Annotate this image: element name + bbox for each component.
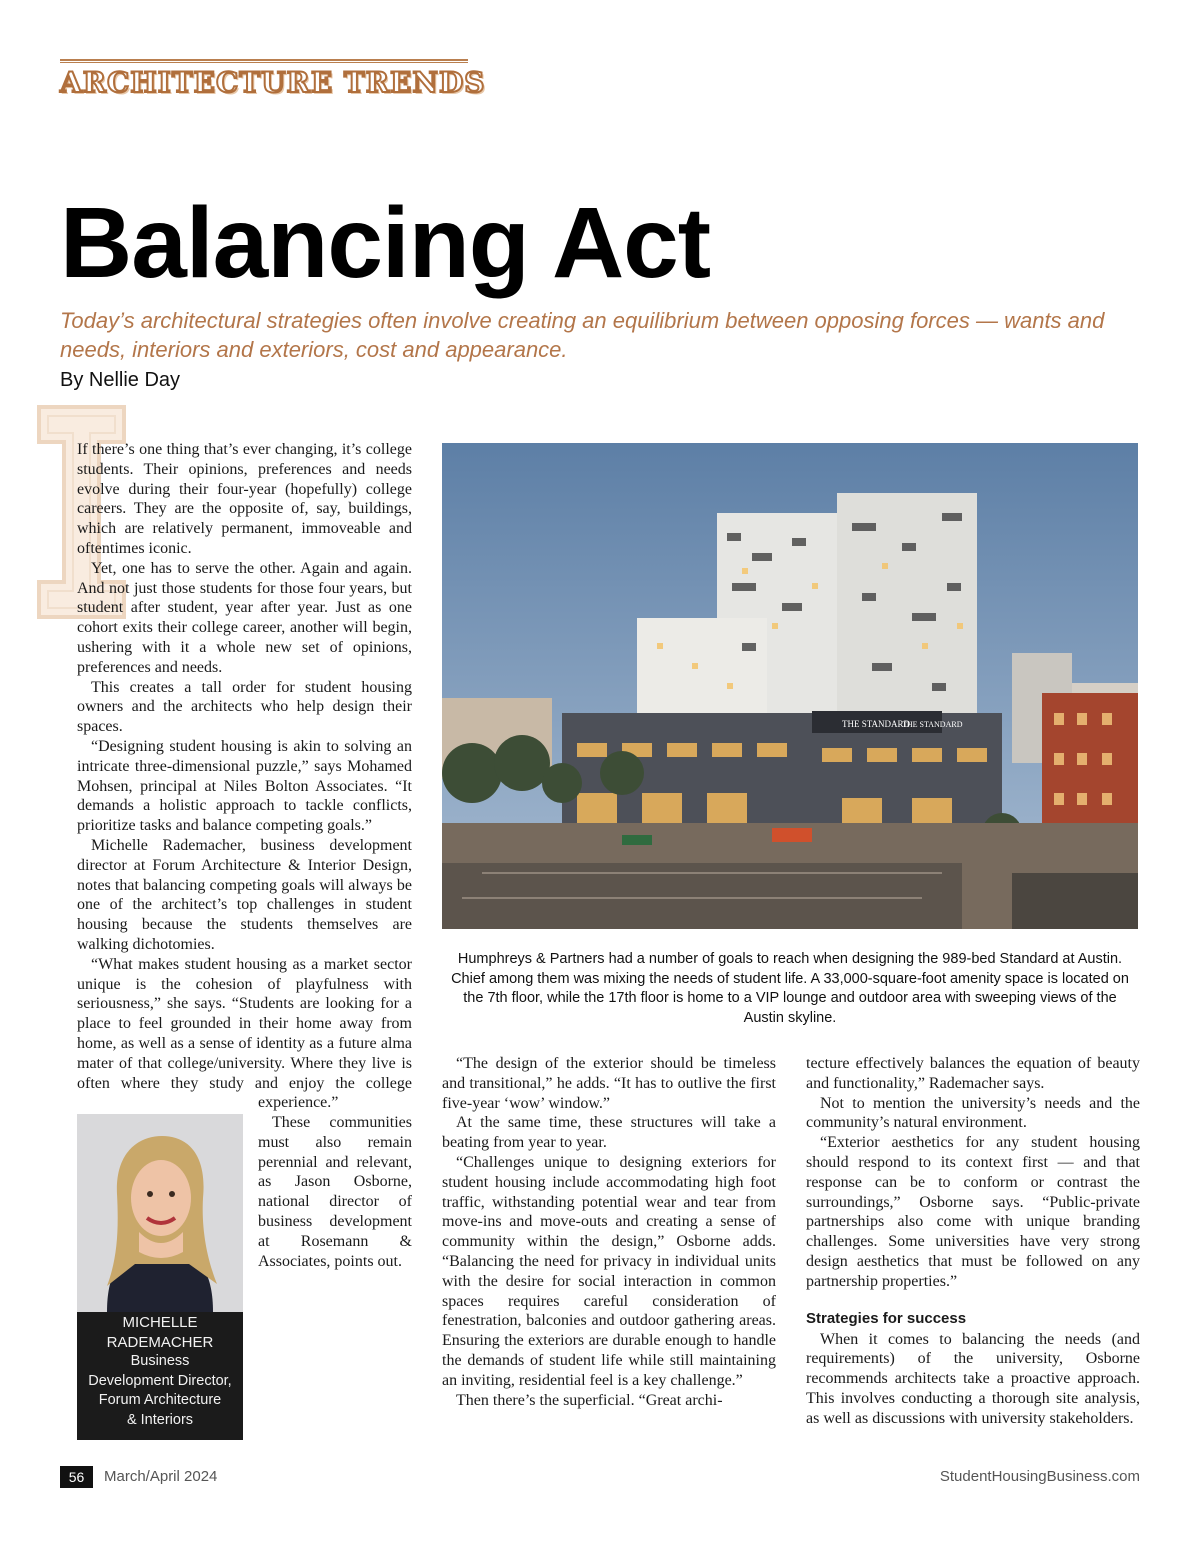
building-photo-image-icon xyxy=(442,443,1138,929)
page-number: 56 xyxy=(60,1466,93,1488)
photo-sign-right: THE STANDARD xyxy=(902,720,963,729)
headline: Balancing Act xyxy=(60,187,711,299)
article-column-2 xyxy=(442,1054,776,1410)
article-column-3 xyxy=(806,1054,1140,1429)
portrait-title-line: & Interiors xyxy=(126,1411,194,1428)
byline: By Nellie Day xyxy=(60,369,181,391)
paragraph: When it comes to balancing the needs (and requirements) of the university, Osborne recommends architects take a proactive approach. This involves conducting a thorough site analysis, as well as discussions with university stakeholders. xyxy=(806,1330,1140,1427)
paragraph: “Designing student housing is akin to solving an intricate three-dimensional puzzle,” says Mohamed Mohsen, principal at Niles Bolton Associates. “It demands a holistic approach to tackle conflicts, prioritize tasks and balance competing goals.” xyxy=(77,737,412,835)
dek: Today’s architectural strategies often involve creating an equilibrium between opposing forces — wants and needs, interiors and exteriors, cost and appearance. xyxy=(60,308,1105,362)
portrait-float-wrap xyxy=(77,955,412,1113)
paragraph: Then there’s the superficial. “Great archi- xyxy=(456,1391,723,1409)
section-label: ARCHITECTURE TRENDS xyxy=(60,66,486,99)
subhead: Strategies for success xyxy=(806,1309,967,1327)
paragraph: “Exterior aesthetics for any student housing should respond to its context first — and that response can be to conform or contrast the surroundings,” Osborne says. “Public-private partnerships also come with unique branding challenges. Some universities have very strong design aesthetics that must be followed on any partnership properties.” xyxy=(806,1134,1140,1290)
photo-caption: Humphreys & Partners had a number of goals to reach when designing the 989-bed Standard at Austin. Chief among them was mixing the needs of student life. A 33,000-square-foot amenity space is located on the 7th floor, while the 17th floor is home to a VIP lounge and outdoor area with sweeping views of the Austin skyline. xyxy=(451,951,1129,1027)
site-url: StudentHousingBusiness.com xyxy=(939,1468,1140,1485)
portrait-name-line: MICHELLE xyxy=(122,1314,198,1331)
portrait-title-line: Forum Architecture xyxy=(98,1392,222,1409)
portrait-spacer xyxy=(77,1093,258,1420)
paragraph: Michelle Rademacher, business development director at Forum Architecture & Interior Design, notes that balancing competing goals will always be one of the architect’s top challenges in student housing because the students themselves are walking dichotomies. xyxy=(77,836,412,953)
portrait-title-line: Development Director, xyxy=(88,1372,232,1389)
paragraph: Not to mention the university’s needs and the community’s natural environment. xyxy=(806,1094,1140,1132)
paragraph: At the same time, these structures will take a beating from year to year. xyxy=(442,1114,776,1152)
portrait-title-line: Business xyxy=(130,1353,190,1370)
building-photo xyxy=(442,443,1138,929)
paragraph: These communities must also remain perennial and relevant, as Jason Osborne, national director of business development at Rosemann & Associates, points out. xyxy=(258,1114,412,1270)
header-rule-bottom xyxy=(60,62,468,63)
issue-date: March/April 2024 xyxy=(104,1468,218,1485)
paragraph-text: “What makes student housing as a market sector unique is the cohesion of playfulness with seriousness,” she says. “Students are looking for a place to feel grounded in their home away from home, as well as a sense of identity as a future alma mater of that college/university. Where they live is often where they study and enjoy the college experience.” xyxy=(77,956,412,1112)
paragraph: tecture effectively balances the equation of beauty and functionality,” Rademacher says. xyxy=(806,1055,1140,1092)
photo-sign-left: THE STANDARD xyxy=(842,719,911,729)
paragraph: Yet, one has to serve the other. Again and again. And not just those students for those four years, but student after student, year after year. Just as one cohort exits their college career, another will begin, ushering with it a whole new set of opinions, preferences and needs. xyxy=(77,559,412,676)
paragraph: “The design of the exterior should be timeless and transitional,” he adds. “It has to outlive the first five-year ‘wow’ window.” xyxy=(442,1055,776,1112)
paragraph: This creates a tall order for student housing owners and the architects who help design their spaces. xyxy=(77,678,412,736)
header-rule-top xyxy=(60,59,468,61)
article-column-1 xyxy=(77,440,412,1420)
portrait-name-line: RADEMACHER xyxy=(106,1333,214,1351)
paragraph xyxy=(77,955,412,1113)
paragraph: “Challenges unique to designing exteriors for student housing include accommodating high foot traffic, withstanding potential wear and tear from move-ins and move-outs and creating a sense of community within the design,” Osborne adds. “Balancing the need for privacy in individual units with the desire for social interaction in common spaces requires careful consideration of fenestration, balconies and outdoor gathering areas. Ensuring the exteriors are durable enough to handle the demands of student life while still maintaining an inviting, residential feel is a key challenge.” xyxy=(442,1153,776,1389)
paragraph: If there’s one thing that’s ever changing, it’s college students. Their opinions, preferences and needs evolve during their four-year (hopefully) college careers. They are the opposite of, say, buildings, which are relatively permanent, immoveable and oftentimes iconic. xyxy=(77,441,412,557)
